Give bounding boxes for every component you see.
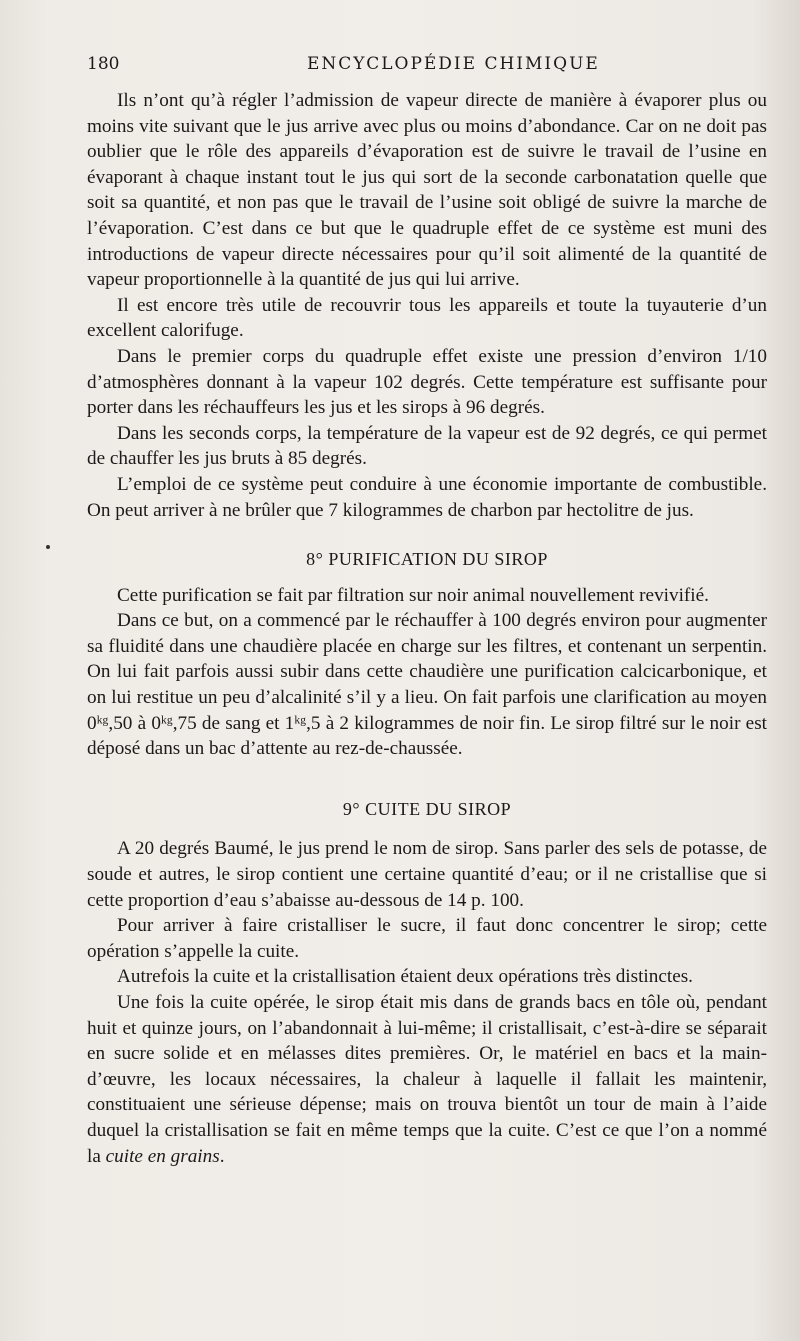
paragraph-text: Une fois la cuite opérée, le sirop était mis dans de grands bacs en tôle où, pendant huit et quinze jours, on l’abandonnait à lui-même; il cristallisait, c’est-à-dire se séparait en sucre solide et en mélasses dites premières. Or, le matériel en bacs et la main-d’œuvre, les locaux nécessaires, la chaleur à laquelle il fallait les maintenir, constituaient une sérieuse dépense; mais on trouva bientôt un tour de main à l’aide duquel la cristallisation se fait en même temps que la cuite. C’est ce que l’on a nommé la: [87, 992, 767, 1167]
italic-term: cuite en grains: [105, 1145, 220, 1167]
page-body: [87, 88, 767, 1169]
paragraph: Dans ce but, on a commencé par le réchauffer à 100 degrés environ pour augmenter sa fluidité dans une chaudière placée en charge sur les filtres, et contenant un serpentin. On lui fait parfois aussi subir dans cette chaudière une purification calcicarbonique, et on lui restitue un peu d’alcalinité s’il y a lieu. On fait parfois une clarification au moyen 0ᵏᵍ,50 à 0ᵏᵍ,75 de sang et 1ᵏᵍ,5 à 2 kilogrammes de noir fin. Le sirop filtré sur le noir est déposé dans un bac d’attente au rez-de-chaussée.: [87, 610, 767, 760]
paragraph: L’emploi de ce système peut conduire à une économie importante de combustible. On peut arriver à ne brûler que 7 kilogrammes de charbon par hectolitre de jus.: [87, 473, 767, 521]
section-title-purification: 8° PURIFICATION DU SIROP: [306, 549, 548, 570]
paragraph: Autrefois la cuite et la cristallisation étaient deux opérations très distinctes.: [117, 966, 693, 988]
paragraph: Pour arriver à faire cristalliser le sucre, il faut donc concentrer le sirop; cette opération s’appelle la cuite.: [87, 915, 767, 962]
paragraph: A 20 degrés Baumé, le jus prend le nom de sirop. Sans parler des sels de potasse, de soude et autres, le sirop contient une certaine quantité d’eau; or il ne cristallise que si cette proportion d’eau s’abaisse au-dessous de 14 p. 100.: [87, 838, 767, 911]
paragraph: Dans le premier corps du quadruple effet existe une pression d’environ 1/10 d’atmosphères donnant à la vapeur 102 degrés. Cette température est suffisante pour porter dans les réchauffeurs les jus et les sirops à 96 degrés.: [87, 345, 767, 419]
running-title: ENCYCLOPÉDIE CHIMIQUE: [307, 54, 600, 74]
paragraph-end: .: [219, 1145, 225, 1167]
paragraph: [87, 990, 767, 1169]
page-header: [87, 54, 767, 80]
paragraph: Il est encore très utile de recouvrir tous les appareils et toute la tuyauterie d’un excellent calorifuge.: [87, 294, 767, 342]
margin-mark: [46, 545, 50, 549]
page-number: 180: [87, 54, 120, 74]
paragraph: Dans les seconds corps, la température de la vapeur est de 92 degrés, ce qui permet de chauffer les jus bruts à 85 degrés.: [87, 422, 767, 470]
section-title-cuite: 9° CUITE DU SIROP: [342, 798, 512, 819]
paragraph: Ils n’ont qu’à régler l’admission de vapeur directe de manière à évaporer plus ou moins vite suivant que le jus arrive avec plus ou moins d’abondance. Car on ne doit pas oublier que le rôle des appareils d’évaporation est de suivre le travail de l’usine en évaporant à chaque instant tout le jus qui sort de la seconde carbonatation quelle que soit sa quantité, et non pas que le travail de l’usine soit obligé de suivre la marche de l’évaporation. C’est dans ce but que le quadruple effet de ce système est muni des introductions de vapeur directe nécessaires pour qu’il soit alimenté de la quantité de vapeur proportionnelle à la quantité de jus qui lui arrive.: [87, 90, 767, 291]
paragraph: Cette purification se fait par filtration sur noir animal nouvellement revivifié.: [117, 584, 709, 606]
